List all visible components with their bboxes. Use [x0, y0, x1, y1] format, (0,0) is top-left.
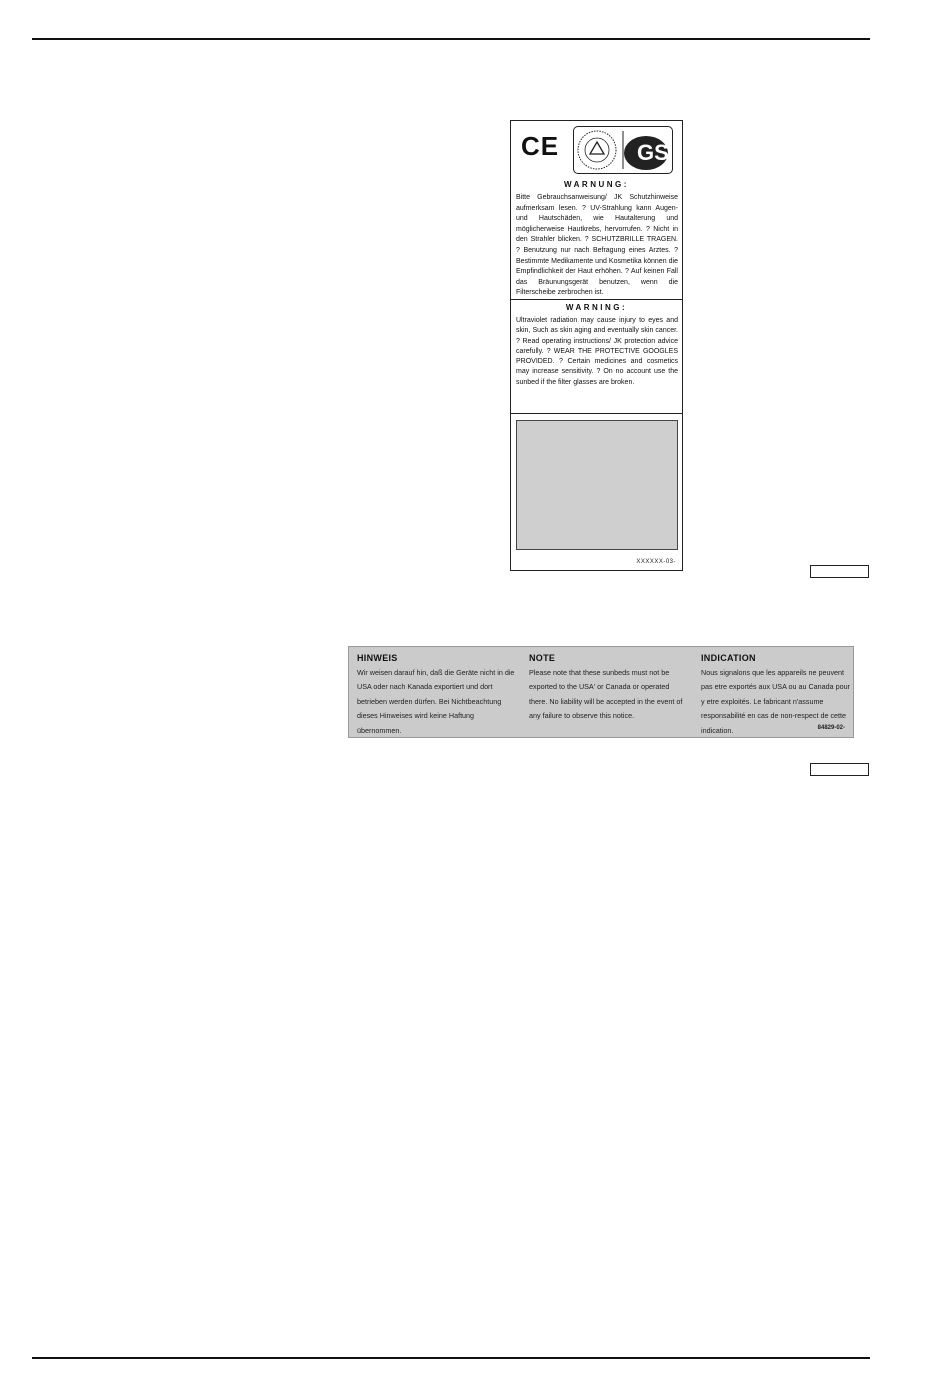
warning-label [510, 120, 683, 571]
notice-column-en [529, 653, 687, 724]
notice-column-de [357, 653, 515, 738]
notice-text: Nous signalons que les appareils ne peuvent pas etre exportés aux USA ou au Canada pour y etre exploités. Le fabricant n'assume responsabilité en cas de non-respect de cette indication. [701, 668, 851, 735]
warnung-text: Bitte Gebrauchsanweisung/ JK Schutzhinweise aufmerksam lesen. ? UV-Strahlung kann Augen- und Hautschäden, wie Hautalterung und möglicherweise Hautkrebs, hervorrufen. ? Nicht in den Strahler blicken. ? SCHUTZBRILLE TRAGEN. ? Benutzung nur nach Befragung eines Arztes. ? Bestimmte Medikamente und Kosmetika können die Empfindlichkeit der Haut erhöhen. ? Auf keinen Fall das Bräunungsgerät benutzen, wenn die Filterscheibe zerbrochen ist. [516, 194, 678, 297]
notice-text: Please note that these sunbeds must not be exported to the USA' or Canada or operated there. No liability will be accepted in the event of any failure to observe this notice. [529, 668, 683, 721]
warning-text: Ultraviolet radiation may cause injury to eyes and skin, Such as skin aging and eventually skin cancer. ? Read operating instructions/ JK protection advice carefully. ? WEAR THE PROTECTIVE GOOGLES PROVIDED. ? Certain medicines and cosmetics may increase sensitivity. ? On no account use the sunbed if the filter glasses are broken. [516, 317, 678, 386]
figure-reference-box [810, 565, 869, 578]
notice-heading: HINWEIS [357, 653, 398, 663]
label-logos [511, 121, 682, 177]
notice-heading: NOTE [529, 653, 556, 663]
tuv-gs-seal-icon [574, 127, 672, 173]
top-rule [32, 38, 870, 40]
notice-code: 84829-02- [817, 725, 845, 731]
notice-text: Wir weisen darauf hin, daß die Geräte nicht in die USA oder nach Kanada exportiert und dort betrieben werden dürfen. Bei Nichtbeachtung dieses Hinweises wird keine Haftung übernommen. [357, 668, 515, 735]
label-code: XXXXXX-03- [636, 559, 676, 565]
warnung-section [511, 177, 682, 300]
warnung-title: WARNUNG: [564, 180, 629, 189]
export-notice [348, 646, 854, 738]
bottom-rule [32, 1357, 870, 1359]
label-image-area [516, 420, 678, 550]
warning-title: WARNING: [565, 303, 628, 312]
notice-heading: INDICATION [701, 653, 756, 663]
ce-mark: CE [521, 131, 560, 161]
certification-logo [573, 126, 673, 174]
figure-reference-box [810, 763, 869, 776]
gs-mark: GS [637, 140, 669, 165]
warning-section [511, 300, 682, 414]
